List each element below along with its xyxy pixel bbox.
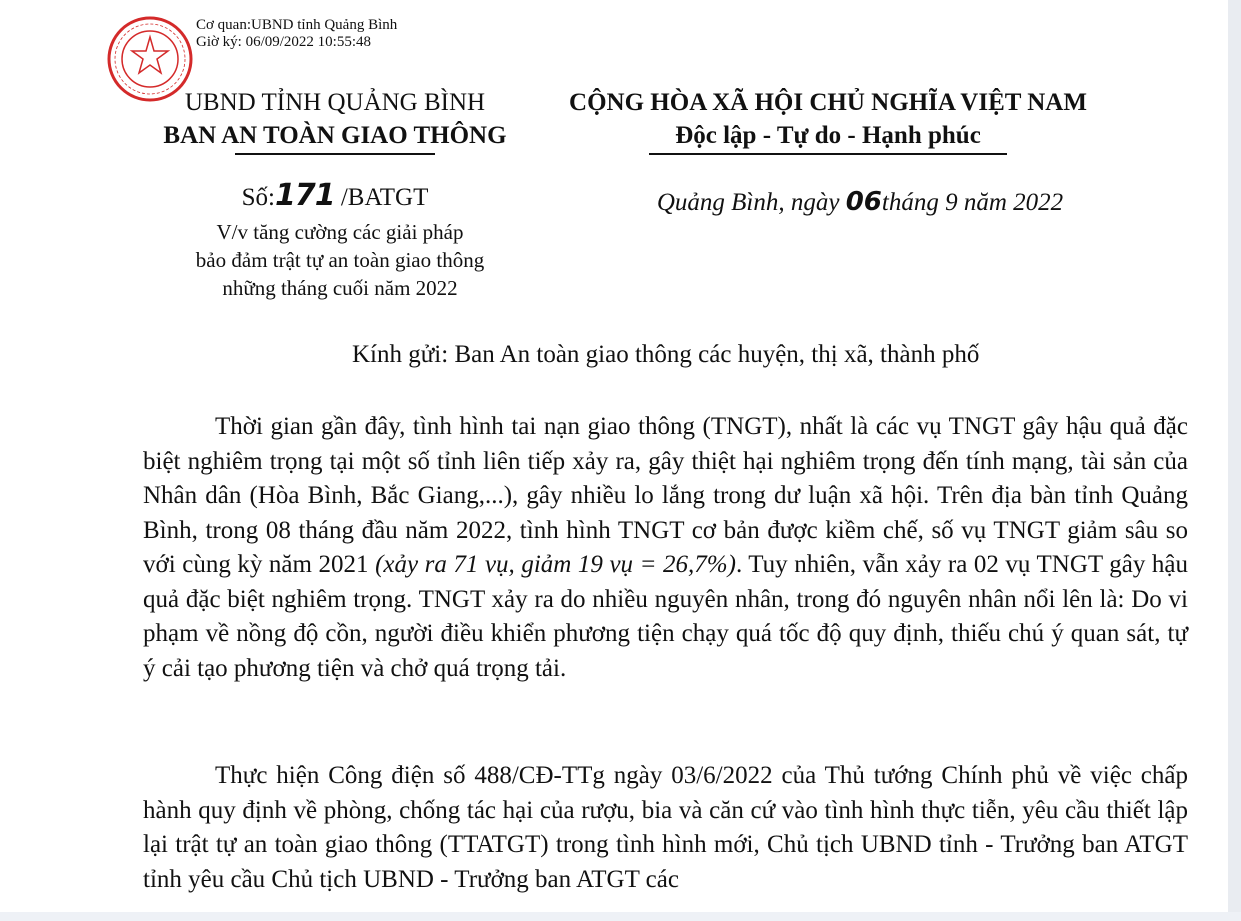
agency-parent: UBND TỈNH QUẢNG BÌNH: [184, 89, 486, 116]
paragraph1-statistics: (xảy ra 71 vụ, giảm 19 vụ = 26,7%): [375, 551, 736, 578]
body-paragraph-2: Thực hiện Công điện số 488/CĐ-TTg ngày 03/6/2022 của Thủ tướng Chính phủ về việc chấp hành quy định về phòng, chống tác hại của rượu, bia và căn cứ vào tình hình thực tiễn, yêu cầu thiết lập lại trật tự an toàn giao thông (TTATGT) trong tình hình mới, Chủ tịch UBND tỉnh - Trưởng ban ATGT tỉnh yêu cầu Chủ tịch UBND - Trưởng ban ATGT các: [143, 762, 1188, 893]
subject-line-3: những tháng cuối năm 2022: [222, 276, 458, 300]
viewer-right-edge: [1228, 0, 1241, 921]
national-motto-header: [528, 86, 1128, 155]
issuing-agency-header: [130, 86, 540, 155]
document-number: [170, 176, 500, 218]
signature-agency: Cơ quan:UBND tỉnh Quảng Bình: [196, 17, 398, 33]
place-date: [600, 182, 1120, 223]
digital-signature-info: [196, 17, 397, 51]
motto-underline: [649, 153, 1007, 155]
date-after: tháng 9 năm 2022: [881, 189, 1064, 216]
motto: Độc lập - Tự do - Hạnh phúc: [675, 122, 981, 149]
document-subject: [150, 218, 530, 302]
date-day-handwritten: 06: [845, 187, 882, 217]
date-before: Quảng Bình, ngày: [656, 189, 846, 216]
subject-line-1: V/v tăng cường các giải pháp: [216, 220, 464, 244]
signature-time: Giờ ký: 06/09/2022 10:55:48: [196, 34, 372, 50]
doc-number-suffix: /BATGT: [334, 184, 429, 211]
agency-underline: [235, 153, 435, 155]
paragraph1-text-a: Thời gian gần đây, tình hình tai nạn giao thông (TNGT), nhất là các vụ TNGT gây hậu quả đặc biệt nghiêm trọng tại một số tỉnh liên tiếp xảy ra, gây thiệt hại nghiêm trọng đến tính mạng, tài sản của Nhân dân (Hòa Bình, Bắc Giang,...), gây nhiều lo lắng trong dư luận xã hội. Trên địa bàn tỉnh Quảng Bình, trong 08 tháng đầu năm 2022, tình hình TNGT cơ bản được kiềm chế, số vụ TNGT giảm sâu so với cùng kỳ năm 2021: [143, 413, 1188, 578]
doc-number-handwritten: 171: [274, 178, 335, 213]
subject-line-2: bảo đảm trật tự an toàn giao thông: [195, 248, 485, 272]
paragraph1-text-b: . Tuy nhiên, vẫn xảy ra 02 vụ TNGT gây hậu quả đặc biệt nghiêm trọng. TNGT xảy ra do nhiều nguyên nhân, trong đó nguyên nhân nổi lên là: Do vi phạm về nồng độ cồn, người điều khiển phương tiện chạy quá tốc độ quy định, thiếu chú ý quan sát, tự ý cải tạo phương tiện và chở quá trọng tải.: [143, 551, 1188, 682]
recipient-line: Kính gửi: Ban An toàn giao thông các huyện, thị xã, thành phố: [352, 341, 980, 368]
country-name: CỘNG HÒA XÃ HỘI CHỦ NGHĨA VIỆT NAM: [569, 89, 1087, 116]
doc-number-prefix: Số:: [241, 184, 275, 211]
body-paragraph-1: [143, 410, 1188, 686]
viewer-bottom-edge: [0, 912, 1241, 921]
agency-name: BAN AN TOÀN GIAO THÔNG: [163, 122, 507, 149]
